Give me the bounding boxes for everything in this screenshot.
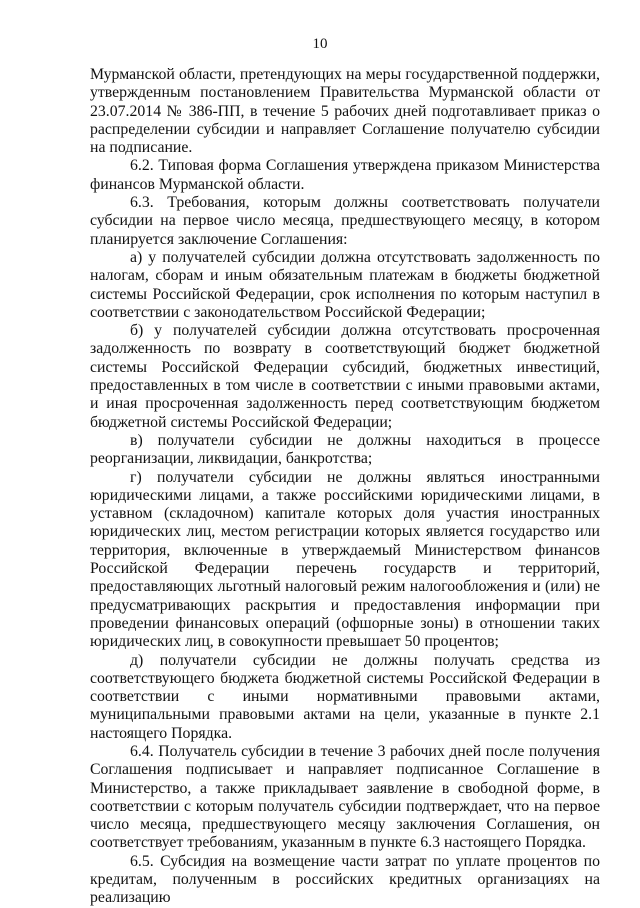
paragraph-6-3-v: в) получатели субсидии не должны находиться в процессе реорганизации, ликвидации, банкротства; [90, 431, 600, 468]
paragraph-6-5: 6.5. Субсидия на возмещение части затрат по уплате процентов по кредитам, полученным в российских кредитных организациях на реализацию [90, 852, 600, 907]
paragraph-6-3-b: б) у получателей субсидии должна отсутствовать просроченная задолженность по возврату в соответствующий бюджет бюджетной системы Российской Федерации субсидий, бюджетных инвестиций, предоставленных в том числе в соответствии с иными правовыми актами, и иная просроченная задолженность перед соответствующим бюджетом бюджетной системы Российской Федерации; [90, 322, 600, 431]
document-body [90, 0, 600, 908]
paragraph-6-3-d: д) получатели субсидии не должны получать средства из соответствующего бюджета бюджетной системы Российской Федерации в соответствии с иными нормативными правовыми актами, муниципальными правовыми актами на цели, указанные в пункте 2.1 настоящего Порядка. [90, 651, 600, 742]
paragraph-6-4: 6.4. Получатель субсидии в течение 3 рабочих дней после получения Соглашения подписывает и направляет подписанное Соглашение в Министерство, а также прикладывает заявление в свободной форме, в соответствии с которым получатель субсидии подтверждает, что на первое число месяца, предшествующего месяцу заключения Соглашения, он соответствует требованиям, указанным в пункте 6.3 настоящего Порядка. [90, 742, 600, 852]
paragraph-6-3: 6.3. Требования, которым должны соответствовать получатели субсидии на первое число месяца, предшествующего месяцу, в котором планируется заключение Соглашения: [90, 194, 600, 248]
page-number: 10 [312, 36, 328, 52]
paragraph-continuation: Мурманской области, претендующих на меры государственной поддержки, утвержденным постановлением Правительства Мурманской области от 23.07.2014 № 386-ПП, в течение 5 рабочих дней подготавливает приказ о распределении субсидии и направляет Соглашение получателю субсидии на подписание. [90, 66, 600, 157]
paragraph-6-3-g: г) получатели субсидии не должны являться иностранными юридическими лицами, а также российскими юридическими лицами, в уставном (складочном) капитале которых доля участия иностранных юридических лиц, местом регистрации которых является государство или территория, включенные в утверждаемый Министерством финансов Российской Федерации перечень государств и территорий, предоставляющих льготный налоговый режим налогообложения и (или) не предусматривающих раскрытия и предоставления информации при проведении финансовых операций (офшорные зоны) в отношении таких юридических лиц, в совокупности превышает 50 процентов; [90, 468, 600, 651]
paragraph-6-2: 6.2. Типовая форма Соглашения утверждена приказом Министерства финансов Мурманской области. [90, 157, 600, 193]
paragraph-6-3-a: а) у получателей субсидии должна отсутствовать задолженность по налогам, сборам и иным обязательным платежам в бюджеты бюджетной системы Российской Федерации, срок исполнения по которым наступил в соответствии с законодательством Российской Федерации; [90, 248, 600, 321]
